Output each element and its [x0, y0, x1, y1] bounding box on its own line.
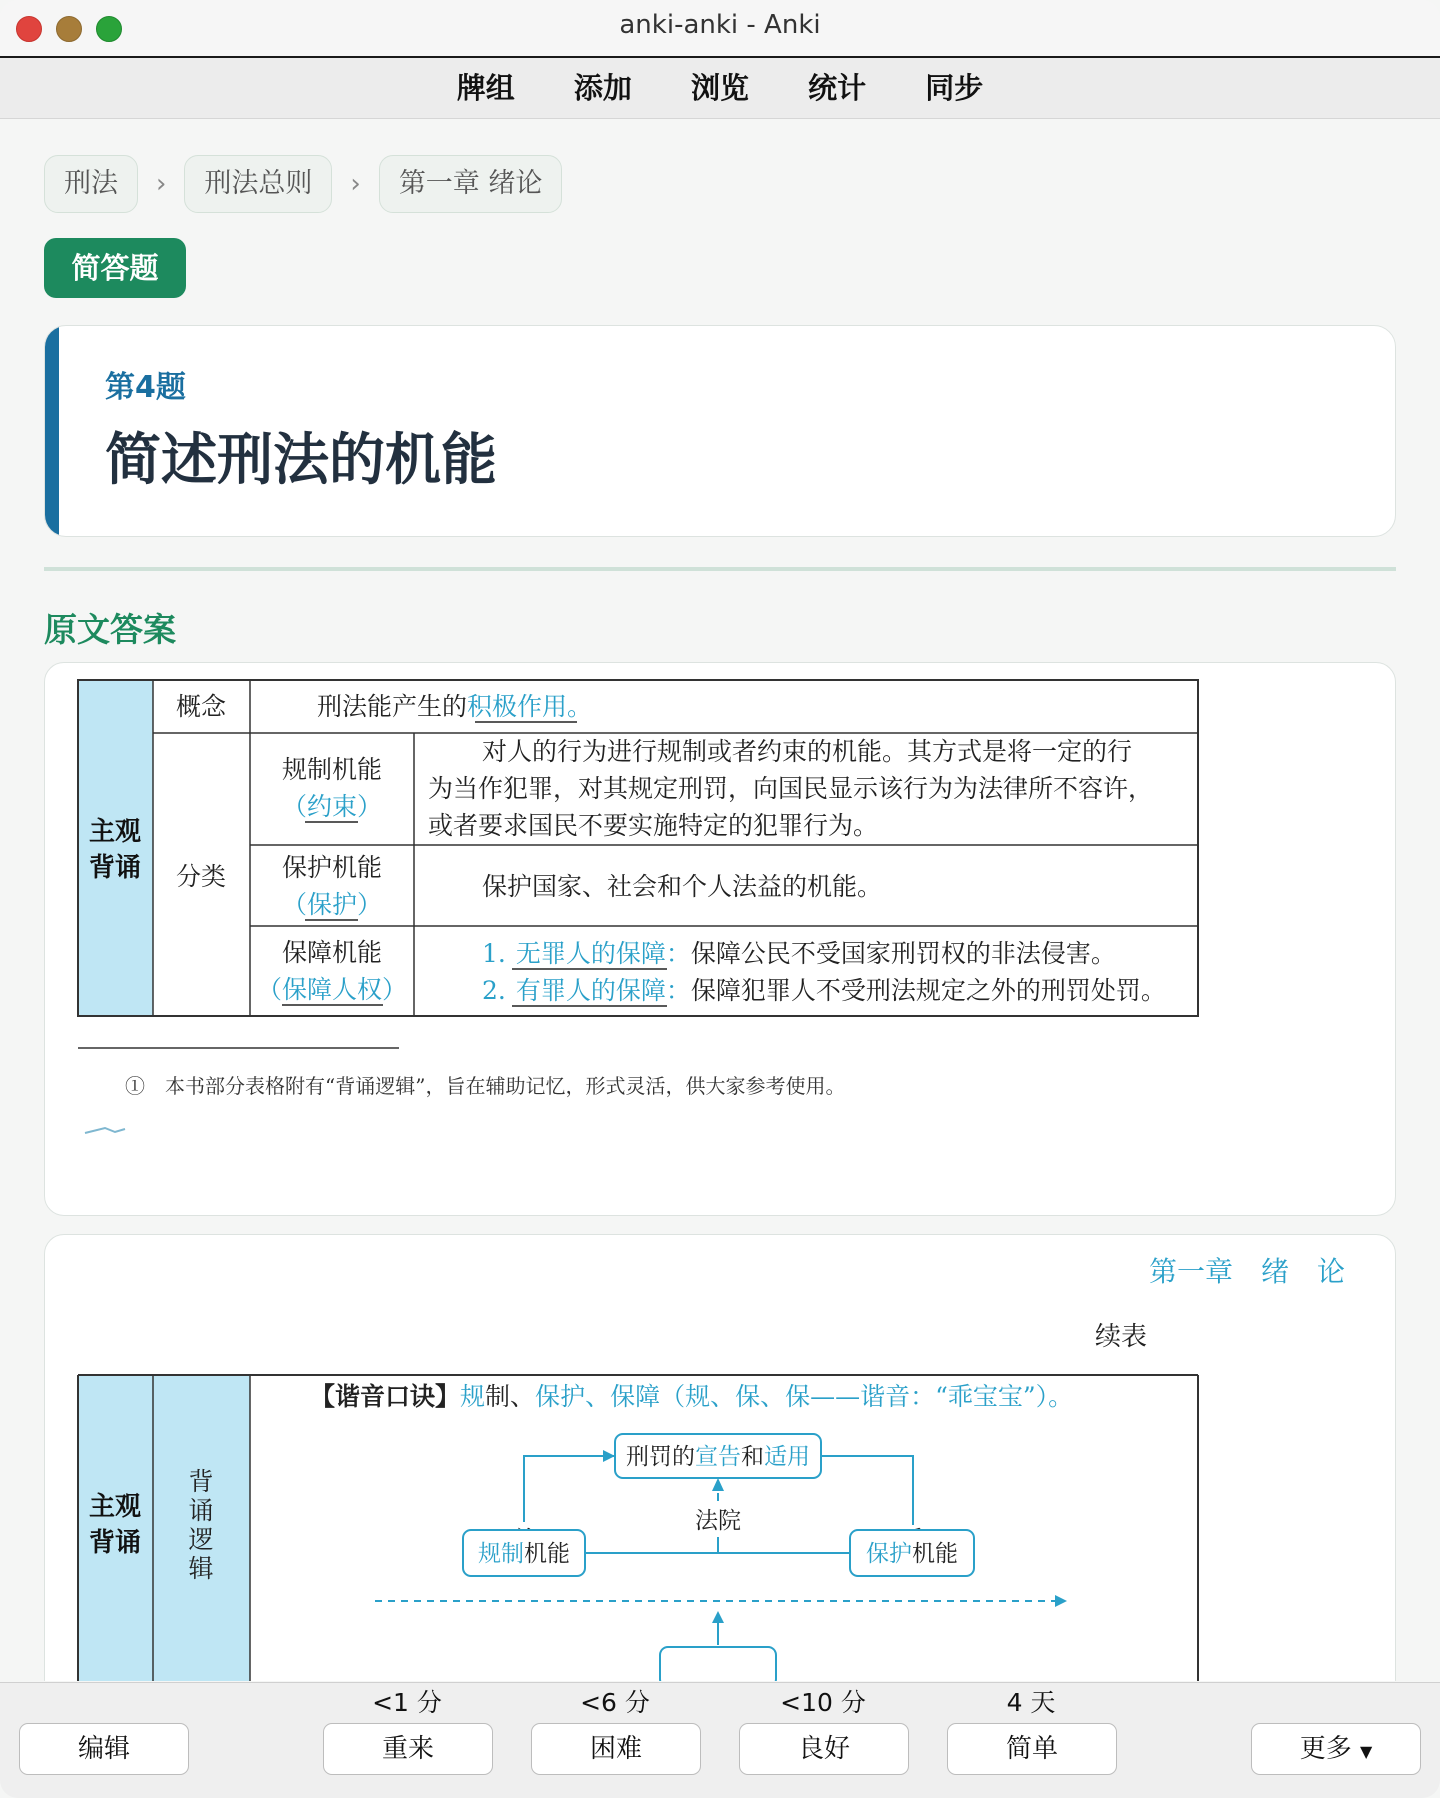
window-title: anki-anki - Anki — [619, 10, 821, 40]
easy-button[interactable]: 简单 — [947, 1723, 1117, 1775]
hard-button[interactable]: 困难 — [531, 1723, 701, 1775]
more-button[interactable] — [1251, 1723, 1421, 1775]
mnemonic-line: 【谐音口诀】规制、保护、保障（规、保、保——谐音：“乖宝宝”）。 — [310, 1382, 1074, 1411]
function-desc: 保护国家、社会和个人法益的机能。 — [482, 872, 883, 901]
section-divider — [44, 567, 1396, 571]
breadcrumb-item: 刑法总则 — [184, 155, 332, 213]
section-heading: 原文答案 — [44, 610, 176, 649]
question-title: 简述刑法的机能 — [105, 428, 497, 493]
question-number: 第4题 — [105, 370, 186, 405]
logic-label-char: 背 — [188, 1467, 214, 1496]
function-desc: 为当作犯罪，对其规定刑罚，向国民显示该行为为法律所不容许， — [428, 774, 1154, 803]
logic-label-char: 逻 — [188, 1525, 214, 1554]
diagram-top-box: 刑罚的宣告和适用 — [626, 1444, 810, 1470]
breadcrumb — [44, 155, 562, 213]
function-item: 2. 有罪人的保障：保障犯罪人不受刑法规定之外的刑罚处罚。 — [482, 976, 1166, 1005]
page-header: 第一章 绪 论 — [1149, 1255, 1346, 1288]
more-label: 更多 — [1299, 1734, 1352, 1764]
again-button[interactable]: 重来 — [323, 1723, 493, 1775]
answer-table-2 — [45, 1235, 1395, 1681]
title-bar — [0, 0, 1440, 58]
good-button[interactable]: 良好 — [739, 1723, 909, 1775]
toolbar-stats[interactable]: 统计 — [808, 71, 867, 105]
function-name: 规制机能 — [281, 755, 383, 784]
answer-image-1 — [44, 662, 1396, 1216]
card-content — [0, 119, 1440, 1681]
again-due-label: <1 分 — [372, 1688, 442, 1717]
concept-text: 刑法能产生的积极作用。 — [317, 692, 593, 721]
caret-down-icon: ▼ — [1359, 1742, 1373, 1761]
logic-label-char: 辑 — [188, 1554, 214, 1583]
function-desc: 对人的行为进行规制或者约束的机能。其方式是将一定的行 — [482, 737, 1133, 766]
breadcrumb-item: 第一章 绪论 — [379, 155, 563, 213]
side-label-line: 主观 — [88, 817, 142, 847]
question-type-badge: 简答题 — [44, 238, 186, 298]
edit-button[interactable]: 编辑 — [19, 1723, 189, 1775]
good-due-label: <10 分 — [780, 1688, 866, 1717]
question-card — [44, 325, 1396, 537]
side-label-line: 背诵 — [88, 853, 142, 883]
easy-due-label: 4 天 — [1006, 1688, 1056, 1717]
function-desc: 或者要求国民不要实施特定的犯罪行为。 — [428, 811, 879, 840]
category-label: 分类 — [175, 862, 227, 891]
question-accent-bar — [45, 326, 59, 536]
breadcrumb-item: 刑法 — [44, 155, 138, 213]
diagram-right-box: 保护机能 — [866, 1541, 958, 1567]
breadcrumb-separator-icon: › — [156, 169, 167, 199]
concept-label: 概念 — [175, 692, 227, 721]
answer-table-1 — [45, 663, 1395, 1215]
side-label-line: 背诵 — [88, 1528, 142, 1558]
function-item: 1. 无罪人的保障：保障公民不受国家刑罚权的非法侵害。 — [482, 939, 1116, 968]
side-label-line: 主观 — [88, 1492, 142, 1522]
hard-due-label: <6 分 — [580, 1688, 650, 1717]
function-sub: （保障人权） — [256, 975, 408, 1004]
top-toolbar — [0, 58, 1440, 119]
toolbar-browse[interactable]: 浏览 — [690, 71, 749, 105]
function-name: 保障机能 — [281, 938, 383, 967]
answer-image-2 — [44, 1234, 1396, 1681]
function-sub: （约束） — [281, 792, 383, 821]
answer-button-bar — [0, 1682, 1440, 1798]
function-name: 保护机能 — [281, 853, 383, 882]
function-sub: （保护） — [281, 890, 383, 919]
breadcrumb-separator-icon: › — [350, 169, 361, 199]
diagram-court: 法院 — [695, 1508, 741, 1534]
diagram-left-box: 规制机能 — [478, 1541, 570, 1567]
footnote: ① 本书部分表格附有“背诵逻辑”，旨在辅助记忆，形式灵活，供大家参考使用。 — [125, 1074, 846, 1098]
toolbar-sync[interactable]: 同步 — [925, 71, 984, 105]
logic-label-char: 诵 — [188, 1496, 214, 1525]
toolbar-decks[interactable]: 牌组 — [456, 71, 515, 105]
continued-label: 续表 — [1095, 1322, 1148, 1352]
toolbar-add[interactable]: 添加 — [573, 71, 632, 105]
